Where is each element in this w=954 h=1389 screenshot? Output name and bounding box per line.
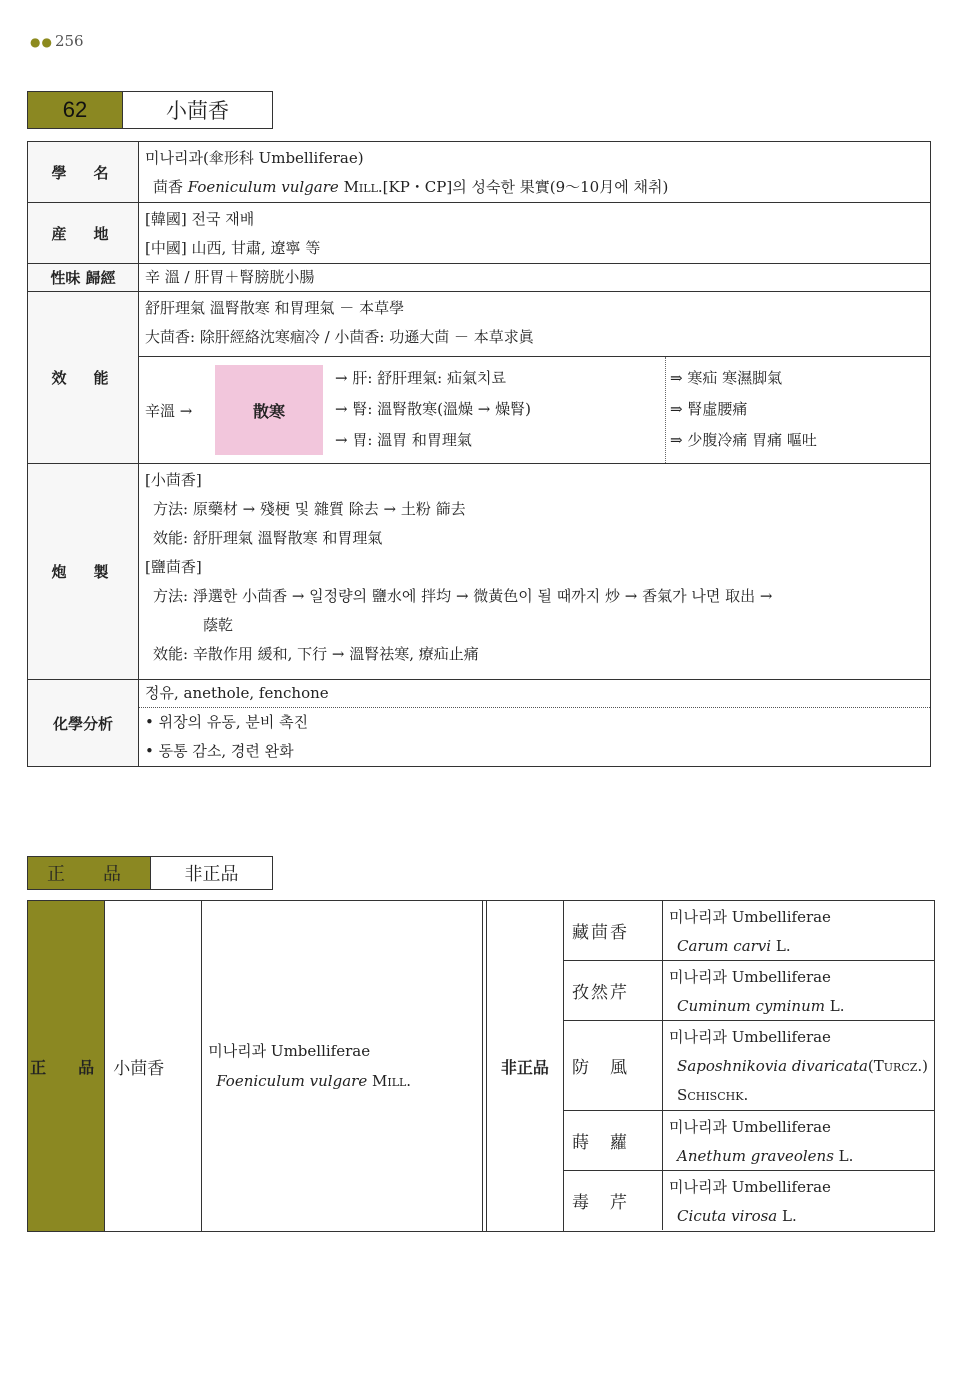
flow-organs: → 肝: 舒肝理氣: 疝氣치료 → 腎: 溫腎散寒(溫燥 → 燥腎) → 胃: 溫胃 和胃理氣 (323, 357, 666, 463)
genuine-name: 小茴香 (105, 901, 202, 1231)
entry-title: 小茴香 (166, 99, 229, 123)
row-nature: 性味 歸經 辛 溫 / 肝胃＋腎膀胱小腸 (28, 264, 930, 292)
list-item: 防 風 미나리과 Umbelliferae Saposhnikovia divaricata(Turcz.) Schischk. (564, 1021, 934, 1111)
page-number: ●● 256 (30, 32, 84, 50)
list-item: 蒔 蘿 미나리과 Umbelliferae Anethum graveolens L. (564, 1111, 934, 1171)
entry-header (27, 91, 273, 129)
list-item: 藏茴香 미나리과 Umbelliferae Carum carvi L. (564, 901, 934, 961)
non-genuine-label: 非正品 (487, 901, 564, 1231)
label-origin: 産 地 (28, 203, 139, 263)
genuine-info: 미나리과 Umbelliferae Foeniculum vulgare Mill. (202, 901, 483, 1231)
label-nature: 性味 歸經 (28, 264, 139, 291)
label-efficacy: 效 能 (28, 292, 139, 463)
flow-indications: ⇒ 寒疝 寒濕脚氣 ⇒ 腎虛腰痛 ⇒ 少腹冷痛 胃痛 嘔吐 (670, 369, 817, 449)
row-processing: 炮 製 [小茴香] 方法: 原藥材 → 殘梗 및 雜質 除去 → 土粉 篩去 效能: 舒肝理氣 溫腎散寒 和胃理氣 [鹽茴香] 方法: 淨選한 小茴香 → 일정량의 鹽水에 拌均 → 微黃色이 될 때까지 炒 → 香氣가 나면 取出 → 蔭乾 效能: 辛散作用 緩和, 下行 → 溫腎祛寒, 療疝止痛 (28, 464, 930, 680)
non-genuine-list (564, 901, 934, 1231)
row-efficacy: 效 能 舒肝理氣 溫腎散寒 和胃理氣 － 本草學 大茴香: 除肝經絡沈寒痼冷 / 小茴香: 功遜大茴 － 本草求眞 辛溫 → 散寒 → 肝: 舒肝理氣: 疝氣치료 → 腎: 溫腎散寒(溫燥 → 燥腎) → 胃: 溫胃 和胃理氣 ⇒ 寒疝 寒濕脚氣 ⇒ 腎虛腰痛 ⇒ 少腹冷痛 胃痛 嘔吐 (28, 292, 930, 464)
comparison-header (27, 856, 273, 890)
header-genuine: 正 品 (28, 857, 151, 889)
label-chemistry: 化學分析 (28, 680, 139, 766)
comparison-table (27, 900, 935, 1232)
row-origin: 産 地 [韓國] 전국 재배 [中國] 山西, 甘肅, 遼寧 等 (28, 203, 930, 264)
row-scientific-name: 學 名 미나리과(傘形科 Umbelliferae) 茴香 Foeniculum vulgare Mill.[KP・CP]의 성숙한 果實(9～10月에 채취) (28, 142, 930, 203)
header-non-genuine: 非正品 (184, 864, 239, 885)
page-dots-icon: ●● (30, 35, 53, 49)
row-chemistry: 化學分析 정유, anethole, fenchone • 위장의 유동, 분비 촉진 • 동통 감소, 경련 완화 (28, 680, 930, 766)
label-processing: 炮 製 (28, 464, 139, 679)
monograph-table (27, 141, 931, 767)
efficacy-flow-diagram: 辛溫 → 散寒 → 肝: 舒肝理氣: 疝氣치료 → 腎: 溫腎散寒(溫燥 → 燥腎) → 胃: 溫胃 和胃理氣 ⇒ 寒疝 寒濕脚氣 ⇒ 腎虛腰痛 ⇒ 少腹冷痛 胃痛 嘔吐 (139, 356, 930, 463)
entry-number: 62 (28, 92, 123, 128)
flow-highlight-box: 散寒 (215, 365, 323, 455)
list-item: 孜然芹 미나리과 Umbelliferae Cuminum cyminum L. (564, 961, 934, 1021)
list-item: 毒 芹 미나리과 Umbelliferae Cicuta virosa L. (564, 1171, 934, 1230)
label-scientific-name: 學 名 (28, 142, 139, 202)
genuine-label: 正 品 (28, 901, 105, 1231)
scientific-name-line: 茴香 Foeniculum vulgare Mill.[KP・CP]의 성숙한 果實(9～10月에 채취) (153, 178, 669, 196)
